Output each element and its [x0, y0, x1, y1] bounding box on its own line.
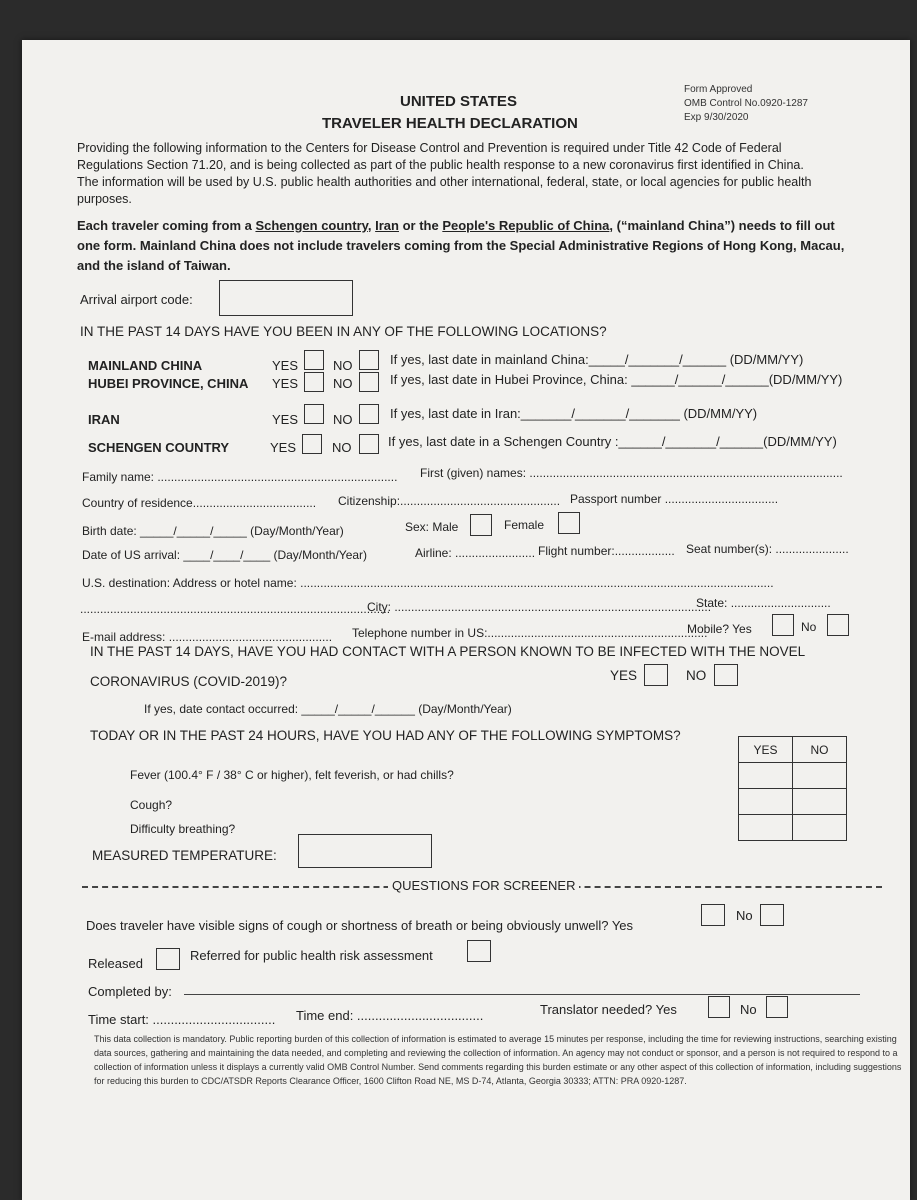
translator-no-label: No	[740, 1002, 757, 1017]
measured-temperature-label: MEASURED TEMPERATURE:	[92, 848, 277, 863]
contact-question-line1: IN THE PAST 14 DAYS, HAVE YOU HAD CONTACT WITH A PERSON KNOWN TO BE INFECTED WITH THE NOVEL	[90, 644, 806, 659]
fever-no-cell[interactable]	[793, 763, 847, 789]
mobile-yes-checkbox[interactable]	[772, 614, 794, 636]
mobile-no-label: No	[801, 620, 817, 634]
omb-approval-line1: Form Approved	[684, 84, 753, 95]
hubei-date: If yes, last date in Hubei Province, China: ______/______/______(DD/MM/YY)	[390, 372, 843, 387]
referred-label: Referred for public health risk assessment	[190, 948, 433, 963]
eligibility-or-the: or the	[398, 218, 443, 233]
first-names-field[interactable]: First (given) names: ..............................................................................................	[420, 466, 843, 480]
contact-no-label: NO	[686, 668, 707, 683]
visible-signs-no-checkbox[interactable]	[760, 904, 784, 926]
iran-date: If yes, last date in Iran:_______/_______/_______ (DD/MM/YY)	[390, 406, 758, 421]
mobile-no-checkbox[interactable]	[827, 614, 849, 636]
symptoms-grid	[738, 736, 847, 841]
schengen-no-label: NO	[332, 440, 352, 455]
schengen-yes-label: YES	[270, 440, 297, 455]
family-name-field[interactable]: Family name: ........................................................................	[82, 470, 398, 484]
symptom-cough: Cough?	[130, 798, 173, 812]
citizenship-field[interactable]: Citizenship:................................................	[338, 494, 561, 508]
iran-no-label: NO	[333, 412, 353, 427]
location-name-iran: IRAN	[88, 412, 120, 427]
state-field[interactable]: State: ..............................	[696, 596, 831, 610]
visible-signs-question: Does traveler have visible signs of cough or shortness of breath or being obviously unwell? Yes	[86, 918, 634, 933]
mainland-china-date: If yes, last date in mainland China:_____/_______/______ (DD/MM/YY)	[390, 352, 804, 367]
hubei-yes-label: YES	[272, 376, 299, 391]
completed-by-label: Completed by:	[88, 984, 172, 999]
birth-date-field[interactable]: Birth date: _____/_____/_____ (Day/Month/Year)	[82, 524, 344, 538]
country-of-residence-field[interactable]: Country of residence.....................................	[82, 496, 317, 510]
locations-question: IN THE PAST 14 DAYS HAVE YOU BEEN IN ANY OF THE FOLLOWING LOCATIONS?	[80, 324, 607, 339]
cough-yes-cell[interactable]	[739, 789, 793, 815]
schengen-no-checkbox[interactable]	[359, 434, 379, 454]
time-start-field[interactable]: Time start: ..................................	[88, 1012, 276, 1027]
translator-label: Translator needed? Yes	[540, 1002, 677, 1017]
burden-statement: This data collection is mandatory. Public reporting burden of this collection of information is estimated to average 15 minutes per response, including the time for reviewing instructions, searching existing data sources, gathering and maintaining the data needed, and completing and reviewing the collection of information. An agency may not conduct or sponsor, and a person is not required to respond to a collection of information unless it displays a currently valid OMB Control Number. Send comments regarding this burden estimate or any other aspect of this collection of information, including suggestions for reducing this burden to CDC/ATSDR Reports Clearance Officer, 1600 Clifton Road NE, MS D-74, Atlanta, Georgia 30333; ATTN: PRA 0920-1287.	[94, 1034, 902, 1086]
us-arrival-date-field[interactable]: Date of US arrival: ____/____/____ (Day/Month/Year)	[82, 548, 368, 562]
airline-field[interactable]: Airline: ........................	[415, 546, 536, 560]
eligibility-text-rest: , (“mainland China”) needs to fill out one form. Mainland China does not include travelers coming from the Special Administrative Regions of Hong Kong, Macau, and the island of Taiwan.	[77, 218, 845, 273]
released-checkbox[interactable]	[156, 948, 180, 970]
omb-approval-line3: Exp 9/30/2020	[684, 112, 749, 123]
form-title-line2: TRAVELER HEALTH DECLARATION	[322, 115, 578, 132]
symptom-fever: Fever (100.4° F / 38° C or higher), felt feverish, or had chills?	[130, 768, 454, 782]
contact-yes-checkbox[interactable]	[644, 664, 668, 686]
iran-yes-checkbox[interactable]	[304, 404, 324, 424]
released-label: Released	[88, 956, 143, 971]
contact-question-line2: CORONAVIRUS (COVID-2019)?	[90, 674, 288, 689]
location-name-hubei: HUBEI PROVINCE, CHINA	[88, 376, 249, 391]
email-field[interactable]: E-mail address: .................................................	[82, 630, 333, 644]
symptoms-col-yes: YES	[739, 737, 793, 763]
schengen-link[interactable]: Schengen country	[255, 218, 368, 233]
symptom-breathing: Difficulty breathing?	[130, 822, 236, 836]
eligibility-paragraph	[77, 216, 847, 276]
visible-signs-yes-checkbox[interactable]	[701, 904, 725, 926]
sex-female-checkbox[interactable]	[558, 512, 580, 534]
hubei-no-checkbox[interactable]	[359, 372, 379, 392]
omb-approval-line2: OMB Control No.0920-1287	[684, 98, 808, 109]
screener-heading: QUESTIONS FOR SCREENER	[388, 878, 579, 893]
contact-yes-label: YES	[610, 668, 638, 683]
contact-date-field[interactable]: If yes, date contact occurred: _____/_____/______ (Day/Month/Year)	[144, 702, 512, 716]
form-title-line1: UNITED STATES	[400, 93, 517, 110]
time-end-field[interactable]: Time end: ...................................	[296, 1008, 484, 1023]
symptoms-col-no: NO	[793, 737, 847, 763]
symptoms-question: TODAY OR IN THE PAST 24 HOURS, HAVE YOU HAD ANY OF THE FOLLOWING SYMPTOMS?	[90, 728, 681, 743]
iran-yes-label: YES	[272, 412, 299, 427]
address-continuation-field[interactable]: .............................................................................................	[80, 602, 391, 616]
flight-number-field[interactable]: Flight number:..................	[538, 544, 675, 558]
telephone-field[interactable]: Telephone number in US:..................................................................	[352, 626, 708, 640]
female-label: Female	[504, 518, 545, 532]
translator-yes-checkbox[interactable]	[708, 996, 730, 1018]
prc-link[interactable]: People's Republic of China	[442, 218, 610, 233]
sex-label: Sex: Male	[405, 520, 459, 534]
referred-checkbox[interactable]	[467, 940, 491, 962]
mobile-label: Mobile? Yes	[687, 622, 752, 636]
us-destination-field[interactable]: U.S. destination: Address or hotel name: ..............................................................................................................................................	[82, 576, 774, 590]
completed-by-line[interactable]	[184, 994, 860, 995]
hubei-yes-checkbox[interactable]	[304, 372, 324, 392]
contact-no-checkbox[interactable]	[714, 664, 738, 686]
schengen-yes-checkbox[interactable]	[302, 434, 322, 454]
visible-signs-no-label: No	[736, 908, 753, 923]
cough-no-cell[interactable]	[793, 789, 847, 815]
seat-number-field[interactable]: Seat number(s): ......................	[686, 542, 849, 556]
fever-yes-cell[interactable]	[739, 763, 793, 789]
iran-no-checkbox[interactable]	[359, 404, 379, 424]
passport-number-field[interactable]: Passport number ..................................	[570, 492, 779, 506]
arrival-airport-label: Arrival airport code:	[80, 292, 193, 307]
location-name-mainland-china: MAINLAND CHINA	[88, 358, 203, 373]
schengen-date: If yes, last date in a Schengen Country :______/_______/______(DD/MM/YY)	[388, 434, 837, 449]
eligibility-comma: ,	[367, 218, 376, 233]
intro-paragraph: Providing the following information to the Centers for Disease Control and Prevention is required under Title 42 Code of Federal Regulations Section 71.20, and is being collected as part of the public health response to a new coronavirus first identified in China. The information will be used by U.S. public health authorities and other international, federal, state, or local agencies for public health purposes.	[77, 141, 812, 206]
translator-no-checkbox[interactable]	[766, 996, 788, 1018]
form-paper	[22, 40, 910, 1200]
iran-link[interactable]: Iran	[375, 218, 399, 233]
mainland-yes-label: YES	[272, 358, 299, 373]
sex-male-checkbox[interactable]	[470, 514, 492, 536]
mainland-no-label: NO	[333, 358, 353, 373]
breathing-no-cell[interactable]	[793, 815, 847, 841]
eligibility-text-a: Each traveler coming from a	[77, 218, 256, 233]
location-name-schengen: SCHENGEN COUNTRY	[88, 440, 230, 455]
mainland-china-no-checkbox[interactable]	[359, 350, 379, 370]
city-field[interactable]: City: ...............................................................................................	[367, 600, 712, 614]
mainland-china-yes-checkbox[interactable]	[304, 350, 324, 370]
arrival-airport-input[interactable]	[219, 280, 353, 316]
measured-temperature-input[interactable]	[298, 834, 432, 868]
hubei-no-label: NO	[333, 376, 353, 391]
breathing-yes-cell[interactable]	[739, 815, 793, 841]
